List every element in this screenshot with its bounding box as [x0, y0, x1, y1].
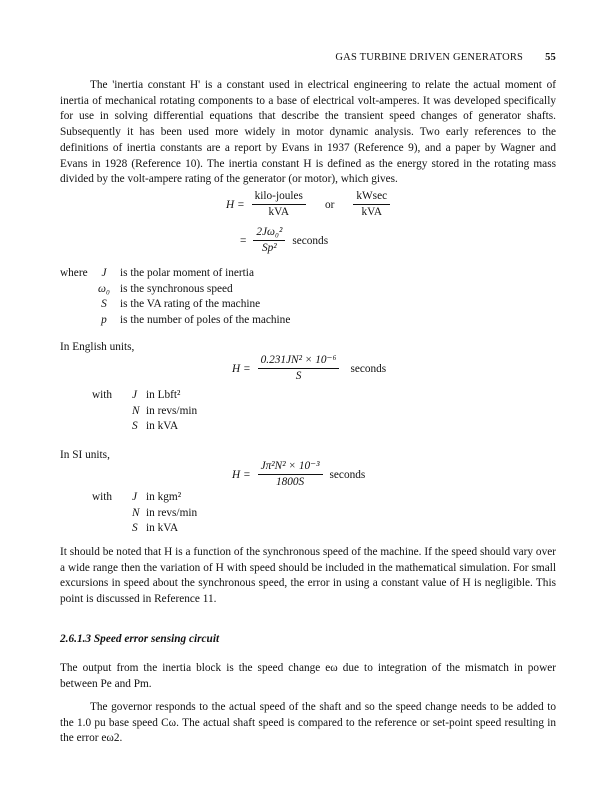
variable-definitions [60, 266, 290, 328]
english-units-label: In English units, [60, 341, 135, 353]
equation-si: H = $\frac{\text{Jπ²N² × 10⁻³}}{1800S}$ seconds [232, 460, 366, 488]
where-label: where [60, 267, 88, 279]
definition-row: where J is the polar moment of inertia [60, 266, 290, 282]
section-paragraph-1: The output from the inertia block is the speed change eω due to integration of the mismatch in power between Pe and Pm. [60, 662, 556, 690]
definition-row: S is the VA rating of the machine [101, 298, 261, 311]
eq1-or: or [324, 198, 335, 211]
definition-row: p is the number of poles of the machine [101, 313, 291, 326]
si-units-label: In SI units, [60, 449, 110, 461]
intro-paragraph: The 'inertia constant H' is a constant used in electrical engineering to relate the actual moment of inertia of mechanical rotating components to a base of electrical volt-amperes. It was developed specifically for use in solving differential equations that describe the transient speed changes of generator shafts. Subsequently it has been used more widely in motor dynamic analysis. Two early references to the definitions of inertia constants are a report by Evans in 1937 (Reference 9), and a paper by Wagner and Evans in 1928 (Reference 10). The inertia constant H is defined as the energy stored in the rotating mass divided by the volt-ampere rating of the generator (or motor), which gives. [60, 79, 556, 186]
running-header [60, 52, 556, 63]
equation-english: H = $\frac{\text{0.231JN² × 10⁻⁶}}{S}$ seconds [232, 354, 387, 382]
eq1-den-2: kVA [361, 206, 382, 218]
eq1-equals: = [240, 234, 247, 247]
eq1-fraction-3 [253, 226, 285, 255]
eq1-num-2: kWsec [353, 190, 390, 205]
eq1-den-1: kVA [268, 206, 290, 218]
equation-inertia [240, 226, 328, 255]
eq1-fraction-1 [252, 190, 306, 219]
page-number: 55 [545, 52, 556, 63]
eq1-num-3: 2Jω₀² [253, 226, 285, 241]
note-paragraph: It should be noted that H is a function of the synchronous speed of the machine. If the speed should vary over a wide range then the variation of H with speed should be included in the mathematical simulation. For small excursions in speed about the synchronous speed, the error in using a constant value of H is negligible. This point is discussed in Reference 11. [60, 546, 556, 606]
equation-definition [226, 190, 393, 219]
eq1-num-1: kilo-joules [252, 190, 306, 205]
eq1-unit: seconds [292, 234, 329, 247]
section-paragraph-2: The governor responds to the actual speed of the shaft and so the speed change needs to be added to the 1.0 pu base speed Cω. The actual shaft speed is compared to the reference or set-point speed resulting in the error eω2. [60, 701, 556, 745]
eq1-den-3: Sp² [262, 242, 277, 254]
with-label: with [92, 389, 113, 401]
eq1-fraction-2 [353, 190, 390, 219]
running-title: GAS TURBINE DRIVEN GENERATORS [335, 52, 524, 63]
eq1-lhs: H = [226, 198, 245, 211]
si-fraction: $\frac{\text{Jπ²N² × 10⁻³}}{1800S}$ [258, 460, 323, 489]
section-heading: 2.6.1.3 Speed error sensing circuit [60, 633, 220, 645]
english-fraction: $\frac{\text{0.231JN² × 10⁻⁶}}{S}$ [258, 354, 340, 383]
si-units-list: with J in kgm² N in revs/min S in kVA [92, 491, 198, 535]
definition-row: ω₀ is the synchronous speed [98, 282, 233, 295]
english-units-list: with J in Lbft² N in revs/min S in kVA [92, 389, 198, 433]
